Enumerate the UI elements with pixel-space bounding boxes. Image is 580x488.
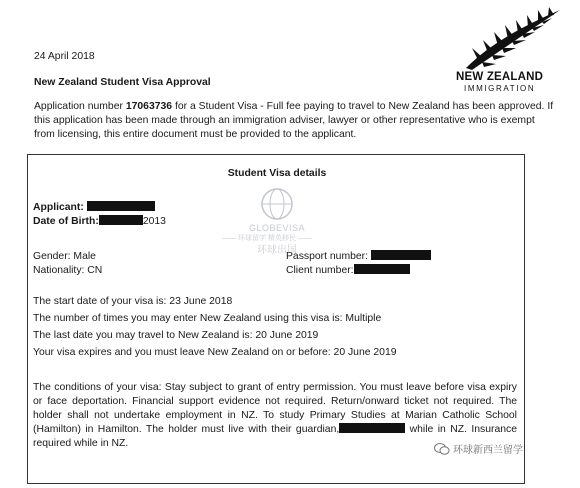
gender: Gender: Male	[33, 251, 96, 262]
intro-paragraph	[34, 100, 554, 142]
visa-entries: The number of times you may enter New Zealand using this visa is: Multiple	[33, 313, 382, 324]
conditions-text-end: while in NZ. Insurance required while in NZ.	[33, 424, 517, 450]
visa-expiry: Your visa expires and you must leave New Zealand on or before: 20 June 2019	[33, 347, 397, 358]
letter-heading: New Zealand Student Visa Approval	[34, 77, 211, 88]
redaction-bar	[87, 201, 155, 211]
details-title: Student Visa details	[227, 168, 327, 179]
dob-visible: 2013	[142, 216, 166, 227]
logo-subtitle: IMMIGRATION	[464, 84, 536, 93]
dob-row	[33, 215, 166, 229]
redaction-bar	[99, 215, 143, 225]
applicant-row	[33, 201, 155, 215]
client-label: Client number:	[286, 265, 354, 276]
conditions-text: The conditions of your visa: Stay subject to grant of entry permission. You must leave before visa expiry or face deportation. Financial support evidence not required. Return/onward ticket not required. The holder shall not undertake employment in NZ. To study Primary Studies at Marian Catholic School (Hamilton) in Hamilton. The holder must live with their guardian,	[33, 382, 517, 436]
visa-last-travel: The last date you may travel to New Zealand is: 20 June 2019	[33, 330, 319, 341]
passport-label: Passport number:	[286, 251, 369, 262]
logo-title: NEW ZEALAND	[456, 71, 544, 83]
redaction-bar	[339, 423, 405, 433]
intro-prefix: Application number	[34, 101, 126, 112]
redaction-bar	[354, 264, 410, 274]
globevisa-watermark	[222, 186, 332, 257]
nationality: Nationality: CN	[33, 265, 103, 276]
redaction-bar	[371, 250, 431, 260]
application-number: 17063736	[125, 101, 173, 112]
watermark-cn: 环球出国	[257, 244, 297, 256]
client-row	[286, 264, 410, 278]
wechat-icon	[434, 442, 450, 456]
applicant-label: Applicant:	[33, 202, 84, 213]
visa-conditions	[33, 381, 517, 451]
dob-label: Date of Birth:	[33, 216, 99, 227]
globe-icon	[257, 186, 297, 222]
footer-watermark	[434, 442, 523, 458]
watermark-tagline: —— 环球留学 精英移民 ——	[222, 235, 312, 243]
footer-watermark-text: 环球新西兰留学	[453, 445, 523, 456]
letter-date: 24 April 2018	[34, 51, 95, 62]
visa-start-date: The start date of your visa is: 23 June 2018	[33, 296, 233, 307]
intro-rest: for a Student Visa - Full fee paying to travel to New Zealand has been approved. If this application has been made through an immigration adviser, lawyer or other representative who is exempt from licensing, this entire document must be provided to the applicant.	[34, 101, 554, 141]
watermark-brand: GLOBEVISA	[248, 223, 306, 233]
